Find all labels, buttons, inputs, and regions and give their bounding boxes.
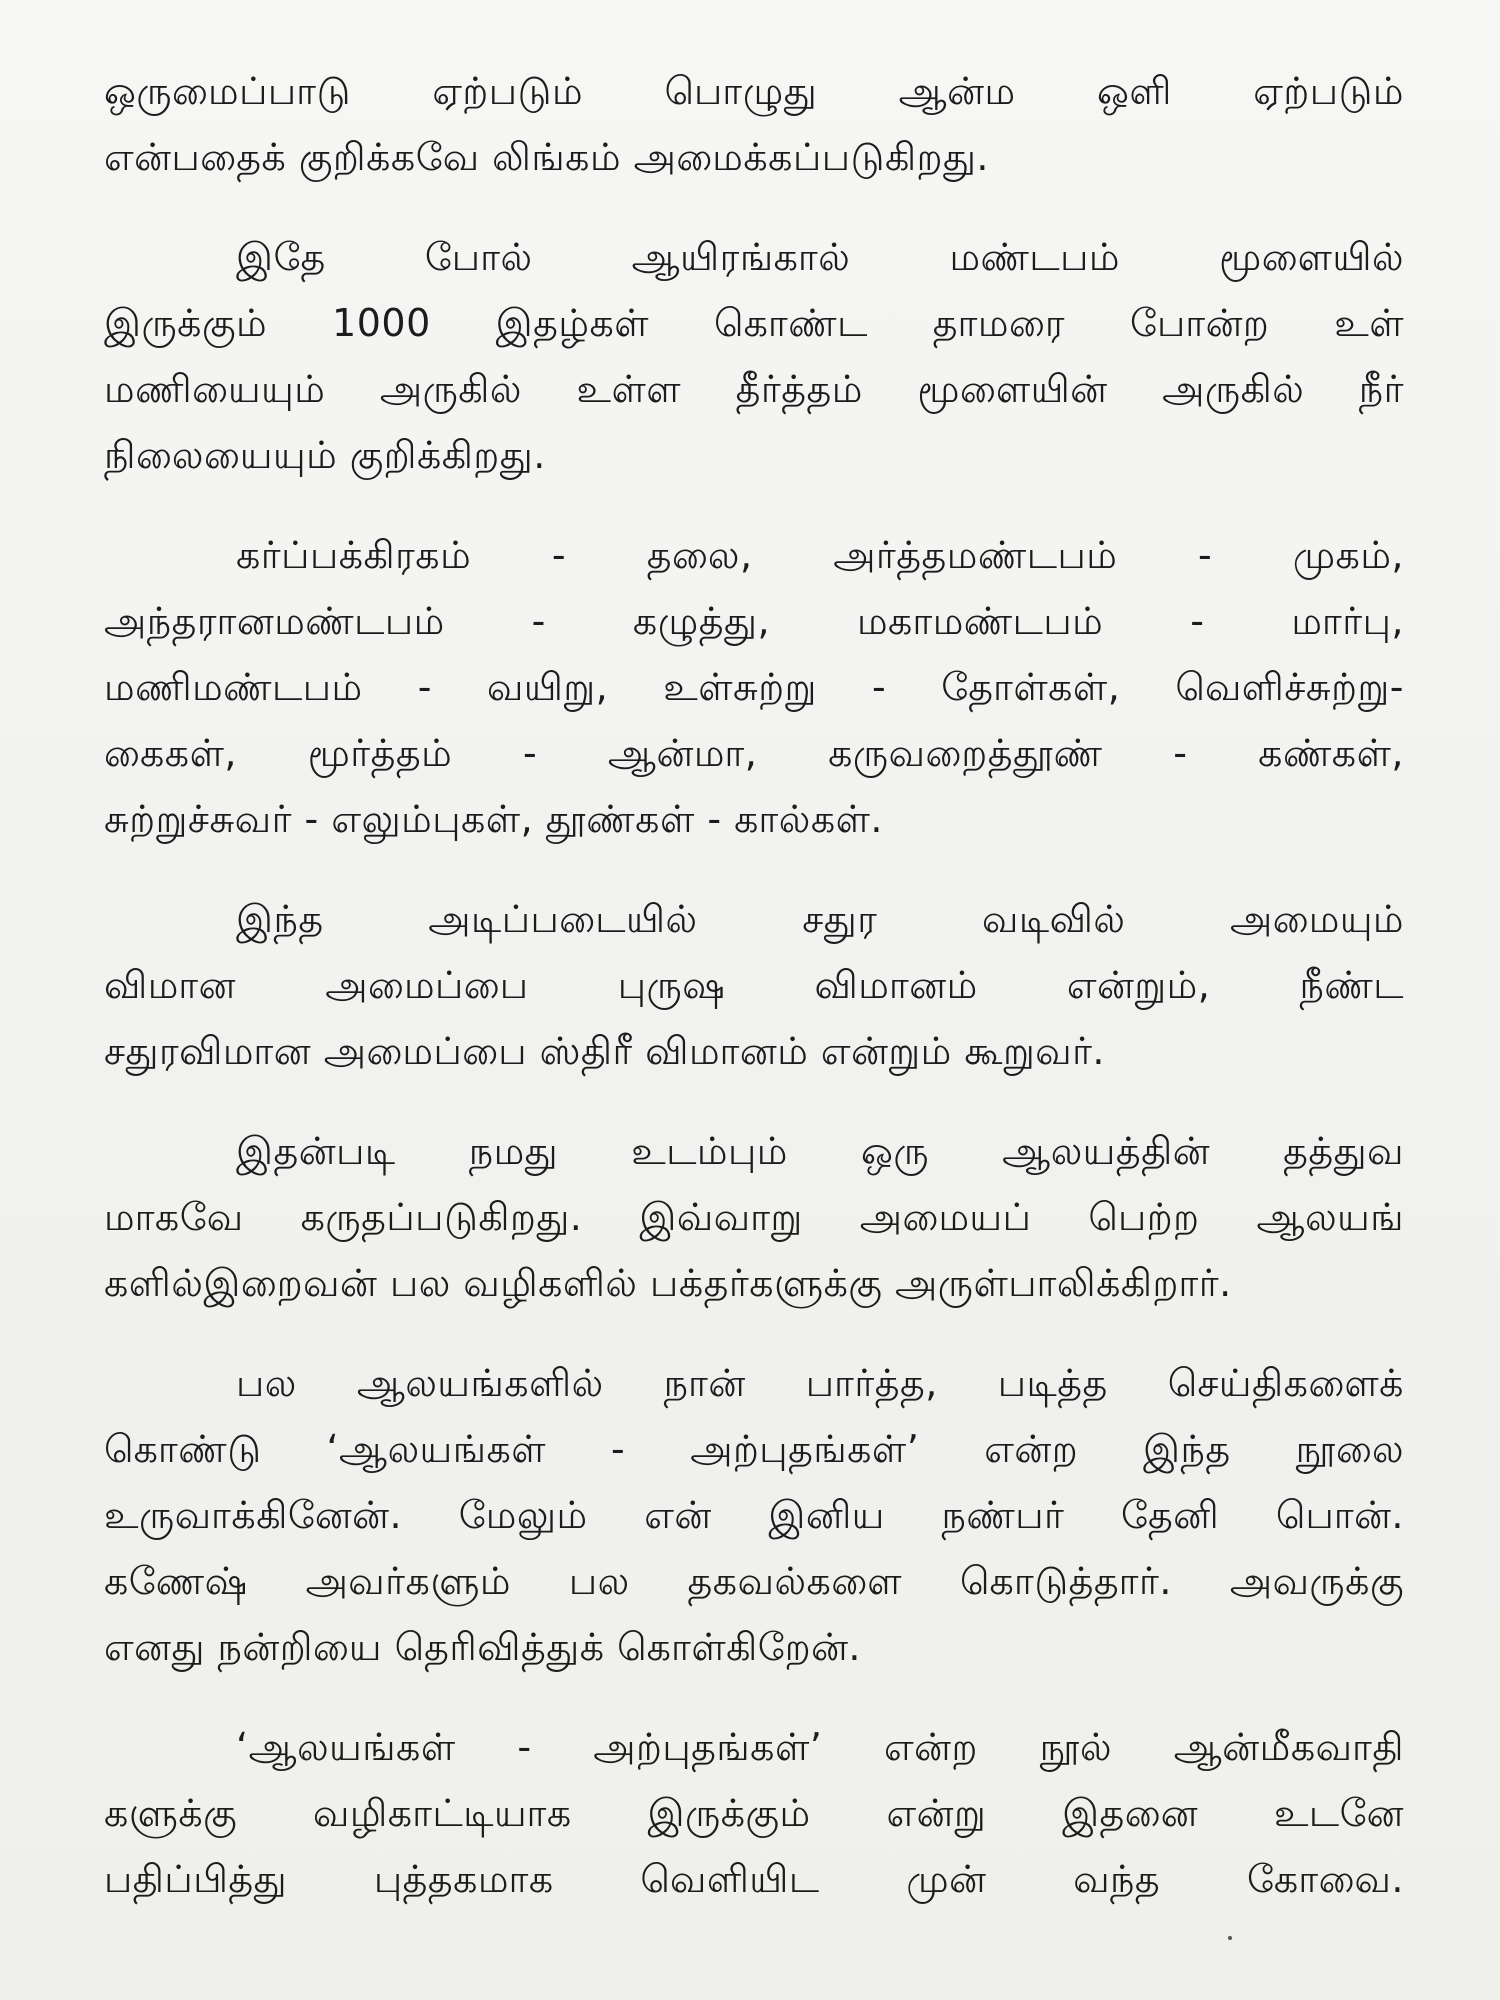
paragraph-7 [104,1714,1404,1912]
text-line: எனது நன்றியை தெரிவித்துக் கொள்கிறேன். [104,1625,862,1669]
paragraph-4 [104,886,1404,1084]
text-line: பதிப்பித்து புத்தகமாக வெளியிட முன் வந்த கோவை. [104,1857,1404,1901]
text-line: உருவாக்கினேன். மேலும் என் இனிய நண்பர் தேனி பொன். [104,1493,1404,1537]
text-line: இருக்கும் 1000 இதழ்கள் கொண்ட தாமரை போன்ற உள் [104,301,1404,345]
text-line: கணேஷ் அவர்களும் பல தகவல்களை கொடுத்தார். அவருக்கு [104,1559,1404,1603]
text-line: கொண்டு ‘ஆலயங்கள் - அற்புதங்கள்’ என்ற இந்த நூலை [104,1427,1404,1471]
paragraph-6 [104,1350,1404,1680]
text-line: மணிமண்டபம் - வயிறு, உள்சுற்று - தோள்கள், வெளிச்சுற்று- [104,665,1404,709]
text-line: விமான அமைப்பை புருஷ விமானம் என்றும், நீண்ட [104,963,1404,1007]
paragraph-2 [104,224,1404,488]
text-line: இதே போல் ஆயிரங்கால் மண்டபம் மூளையில் [236,235,1404,279]
text-line: நிலையையும் குறிக்கிறது. [104,433,546,477]
text-line: அந்தரானமண்டபம் - கழுத்து, மகாமண்டபம் - மார்பு, [104,599,1404,643]
text-line: களுக்கு வழிகாட்டியாக இருக்கும் என்று இதனை உடனே [104,1791,1404,1835]
text-line: சுற்றுச்சுவர் - எலும்புகள், தூண்கள் - கால்கள். [104,797,883,841]
text-line: இந்த அடிப்படையில் சதுர வடிவில் அமையும் [236,897,1404,941]
paragraph-1 [104,58,1404,190]
text-line: கைகள், மூர்த்தம் - ஆன்மா, கருவறைத்தூண் - கண்கள், [104,731,1404,775]
paragraph-5 [104,1118,1404,1316]
text-line: என்பதைக் குறிக்கவே லிங்கம் அமைக்கப்படுகிறது. [104,135,989,179]
text-line: களில்இறைவன் பல வழிகளில் பக்தர்களுக்கு அருள்பாலிக்கிறார். [104,1261,1232,1305]
text-line: பல ஆலயங்களில் நான் பார்த்த, படித்த செய்திகளைக் [236,1361,1404,1405]
text-line: மணியையும் அருகில் உள்ள தீர்த்தம் மூளையின் அருகில் நீர் [104,367,1404,411]
paragraph-3 [104,522,1404,852]
text-line: மாகவே கருதப்படுகிறது. இவ்வாறு அமையப் பெற்ற ஆலயங் [104,1195,1404,1239]
text-line: இதன்படி நமது உடம்பும் ஒரு ஆலயத்தின் தத்துவ [236,1129,1404,1173]
print-speck [1228,1936,1232,1940]
text-line: கர்ப்பக்கிரகம் - தலை, அர்த்தமண்டபம் - முகம், [236,533,1404,577]
text-line: ‘ஆலயங்கள் - அற்புதங்கள்’ என்ற நூல் ஆன்மீகவாதி [236,1725,1404,1769]
text-line: ஒருமைப்பாடு ஏற்படும் பொழுது ஆன்ம ஒளி ஏற்படும் [104,69,1404,113]
text-line: சதுரவிமான அமைப்பை ஸ்திரீ விமானம் என்றும் கூறுவர். [104,1029,1106,1073]
